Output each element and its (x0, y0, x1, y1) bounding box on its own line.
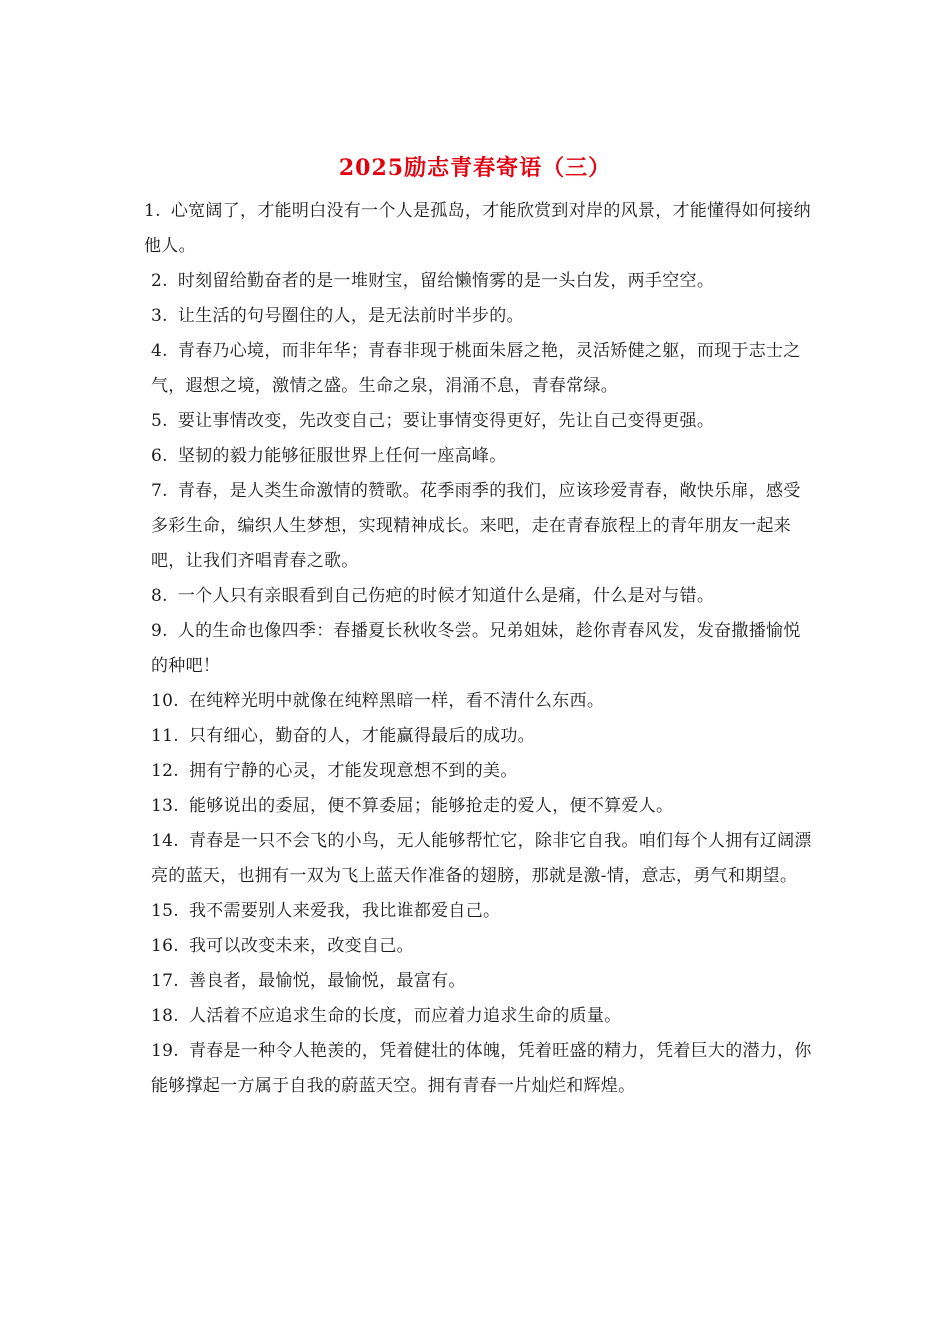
item-number: 17. (151, 971, 179, 991)
list-item (144, 894, 816, 929)
item-text: 要让事情改变，先改变自己；要让事情变得更好，先让自己变得更强。 (177, 411, 715, 431)
item-number: 4. (151, 341, 168, 361)
list-item (144, 964, 816, 999)
list-item (144, 579, 816, 614)
item-number: 8. (151, 586, 168, 606)
item-number: 18. (151, 1006, 179, 1026)
item-text: 心宽阔了，才能明白没有一个人是孤岛，才能欣赏到对岸的风景，才能懂得如何接纳他人。 (144, 201, 811, 256)
list-item (144, 999, 816, 1034)
item-text: 青春是一种令人艳羡的，凭着健壮的体魄，凭着旺盛的精力，凭着巨大的潜力，你能够撑起一方属于自我的蔚蓝天空。拥有青春一片灿烂和辉煌。 (151, 1041, 812, 1096)
list-item (144, 1034, 816, 1104)
list-item (144, 474, 816, 579)
item-text: 让生活的句号圈住的人，是无法前时半步的。 (177, 306, 524, 326)
item-text: 时刻留给勤奋者的是一堆财宝，留给懒惰雾的是一头白发，两手空空。 (177, 271, 715, 291)
item-number: 15. (151, 901, 179, 921)
item-text: 能够说出的委屈，便不算委屈；能够抢走的爱人，便不算爱人。 (188, 796, 674, 816)
item-number: 11. (151, 726, 179, 746)
item-text: 在纯粹光明中就像在纯粹黑暗一样，看不清什么东西。 (188, 691, 605, 711)
document-title: 2025励志青春寄语（三） (338, 155, 612, 181)
list-item (144, 684, 816, 719)
list-item (144, 929, 816, 964)
item-text: 拥有宁静的心灵，才能发现意想不到的美。 (188, 761, 518, 781)
list-item (144, 404, 816, 439)
list-item (144, 439, 816, 474)
item-text: 坚韧的毅力能够征服世界上任何一座高峰。 (177, 446, 507, 466)
item-text: 青春是一只不会飞的小鸟，无人能够帮忙它，除非它自我。咱们每个人拥有辽阔漂亮的蓝天，也拥有一双为飞上蓝天作准备的翅膀，那就是激-情，意志，勇气和期望。 (151, 831, 812, 886)
item-number: 3. (151, 306, 168, 326)
item-number: 2. (151, 271, 168, 291)
item-number: 14. (151, 831, 179, 851)
list-item (144, 194, 816, 264)
item-text: 只有细心，勤奋的人，才能赢得最后的成功。 (188, 726, 535, 746)
item-text: 善良者，最愉悦，最愉悦，最富有。 (188, 971, 466, 991)
item-text: 我可以改变未来，改变自己。 (188, 936, 414, 956)
item-text: 青春乃心境，而非年华；青春非现于桃面朱唇之艳，灵活矫健之躯，而现于志士之气，遐想之境，激情之盛。生命之泉，涓涌不息，青春常绿。 (151, 341, 801, 396)
item-text: 一个人只有亲眼看到自己伤疤的时候才知道什么是痛，什么是对与错。 (177, 586, 715, 606)
list-item (144, 334, 816, 404)
item-number: 10. (151, 691, 179, 711)
list-item (144, 789, 816, 824)
item-number: 9. (151, 621, 168, 641)
item-number: 6. (151, 446, 168, 466)
document-body (144, 194, 816, 1104)
item-number: 12. (151, 761, 179, 781)
item-text: 青春，是人类生命激情的赞歌。花季雨季的我们，应该珍爱青春，敞快乐扉，感受多彩生命，编织人生梦想，实现精神成长。来吧，走在青春旅程上的青年朋友一起来吧，让我们齐唱青春之歌。 (151, 481, 801, 571)
list-item (144, 614, 816, 684)
item-number: 16. (151, 936, 179, 956)
item-number: 7. (151, 481, 168, 501)
item-number: 19. (151, 1041, 179, 1061)
item-text: 人的生命也像四季：春播夏长秋收冬尝。兄弟姐妹，趁你青春风发，发奋撒播愉悦的种吧！ (151, 621, 801, 676)
item-number: 13. (151, 796, 179, 816)
list-item (144, 719, 816, 754)
list-item (144, 299, 816, 334)
list-item (144, 824, 816, 894)
item-text: 人活着不应追求生命的长度，而应着力追求生命的质量。 (188, 1006, 622, 1026)
item-number: 5. (151, 411, 168, 431)
list-item (144, 264, 816, 299)
item-number: 1. (144, 201, 161, 221)
list-item (144, 754, 816, 789)
item-text: 我不需要别人来爱我，我比谁都爱自己。 (188, 901, 501, 921)
